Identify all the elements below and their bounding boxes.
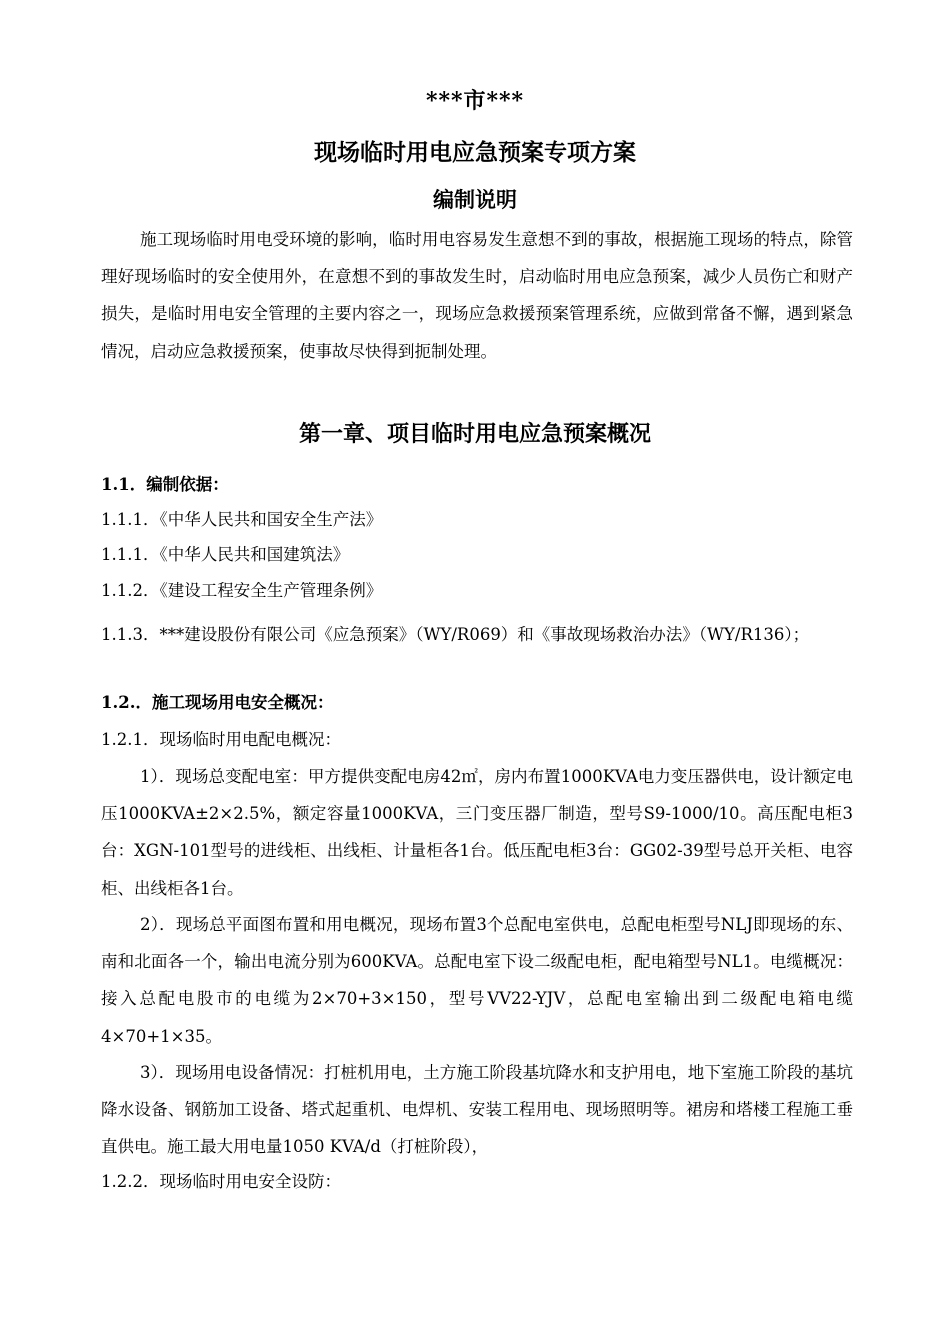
basis-item-2: 1.1.1．《中华人民共和国建筑法》 xyxy=(101,545,350,564)
basis-item-4: 1.1.3．***建设股份有限公司《应急预案》（WY/R069）和《事故现场救治办法》（WY/R136）； xyxy=(101,625,810,644)
section-1-1-heading: 1.1．编制依据： xyxy=(101,475,229,494)
subsection-1-2-1: 1.2.1．现场临时用电配电概况： xyxy=(101,730,341,749)
subsection-1-2-2: 1.2.2．现场临时用电安全设防： xyxy=(101,1172,341,1191)
basis-item-1: 1.1.1．《中华人民共和国安全生产法》 xyxy=(101,510,383,529)
section-1-2-heading: 1.2.．施工现场用电安全概况： xyxy=(101,693,334,712)
city-line: ***市*** xyxy=(425,88,525,114)
layout-paragraph: 2）．现场总平面图布置和用电概况，现场布置3个总配电室供电，总配电柜型号NLJ即现场的东、南和北面各一个，输出电流分别为600KVA。总配电室下设二级配电柜，配电箱型号NL1。电缆概况：接入总配电股市的电缆为2×70+3×150，型号VV22-YJV，总配电室输出到二级配电箱电缆4×70+1×35。 xyxy=(101,915,853,1046)
equipment-paragraph: 3）．现场用电设备情况：打桩机用电，土方施工阶段基坑降水和支护用电，地下室施工阶段的基坑降水设备、钢筋加工设备、塔式起重机、电焊机、安装工程用电、现场照明等。裙房和塔楼工程施工垂直供电。施工最大用电量1050 KVA/d（打桩阶段）， xyxy=(101,1063,853,1157)
document-title: 现场临时用电应急预案专项方案 xyxy=(314,139,636,166)
preface-title: 编制说明 xyxy=(433,187,517,212)
preface-paragraph: 施工现场临时用电受环境的影响，临时用电容易发生意想不到的事故，根据施工现场的特点，除管理好现场临时的安全使用外，在意想不到的事故发生时，启动临时用电应急预案，减少人员伤亡和财产损失，是临时用电安全管理的主要内容之一，现场应急救援预案管理系统，应做到常备不懈，遇到紧急情况，启动应急救援预案，使事故尽快得到扼制处理。 xyxy=(101,230,853,361)
basis-item-3: 1.1.2．《建设工程安全生产管理条例》 xyxy=(101,581,383,600)
chapter-1-title: 第一章、项目临时用电应急预案概况 xyxy=(298,421,651,447)
substation-paragraph: 1）．现场总变配电室：甲方提供变配电房42㎡，房内布置1000KVA电力变压器供电，设计额定电压1000KVA±2×2.5%，额定容量1000KVA，三门变压器厂制造，型号S9-1000/10。高压配电柜3台：XGN-101型号的进线柜、出线柜、计量柜各1台。低压配电柜3台：GG02-39型号总开关柜、电容柜、出线柜各1台。 xyxy=(101,767,853,898)
